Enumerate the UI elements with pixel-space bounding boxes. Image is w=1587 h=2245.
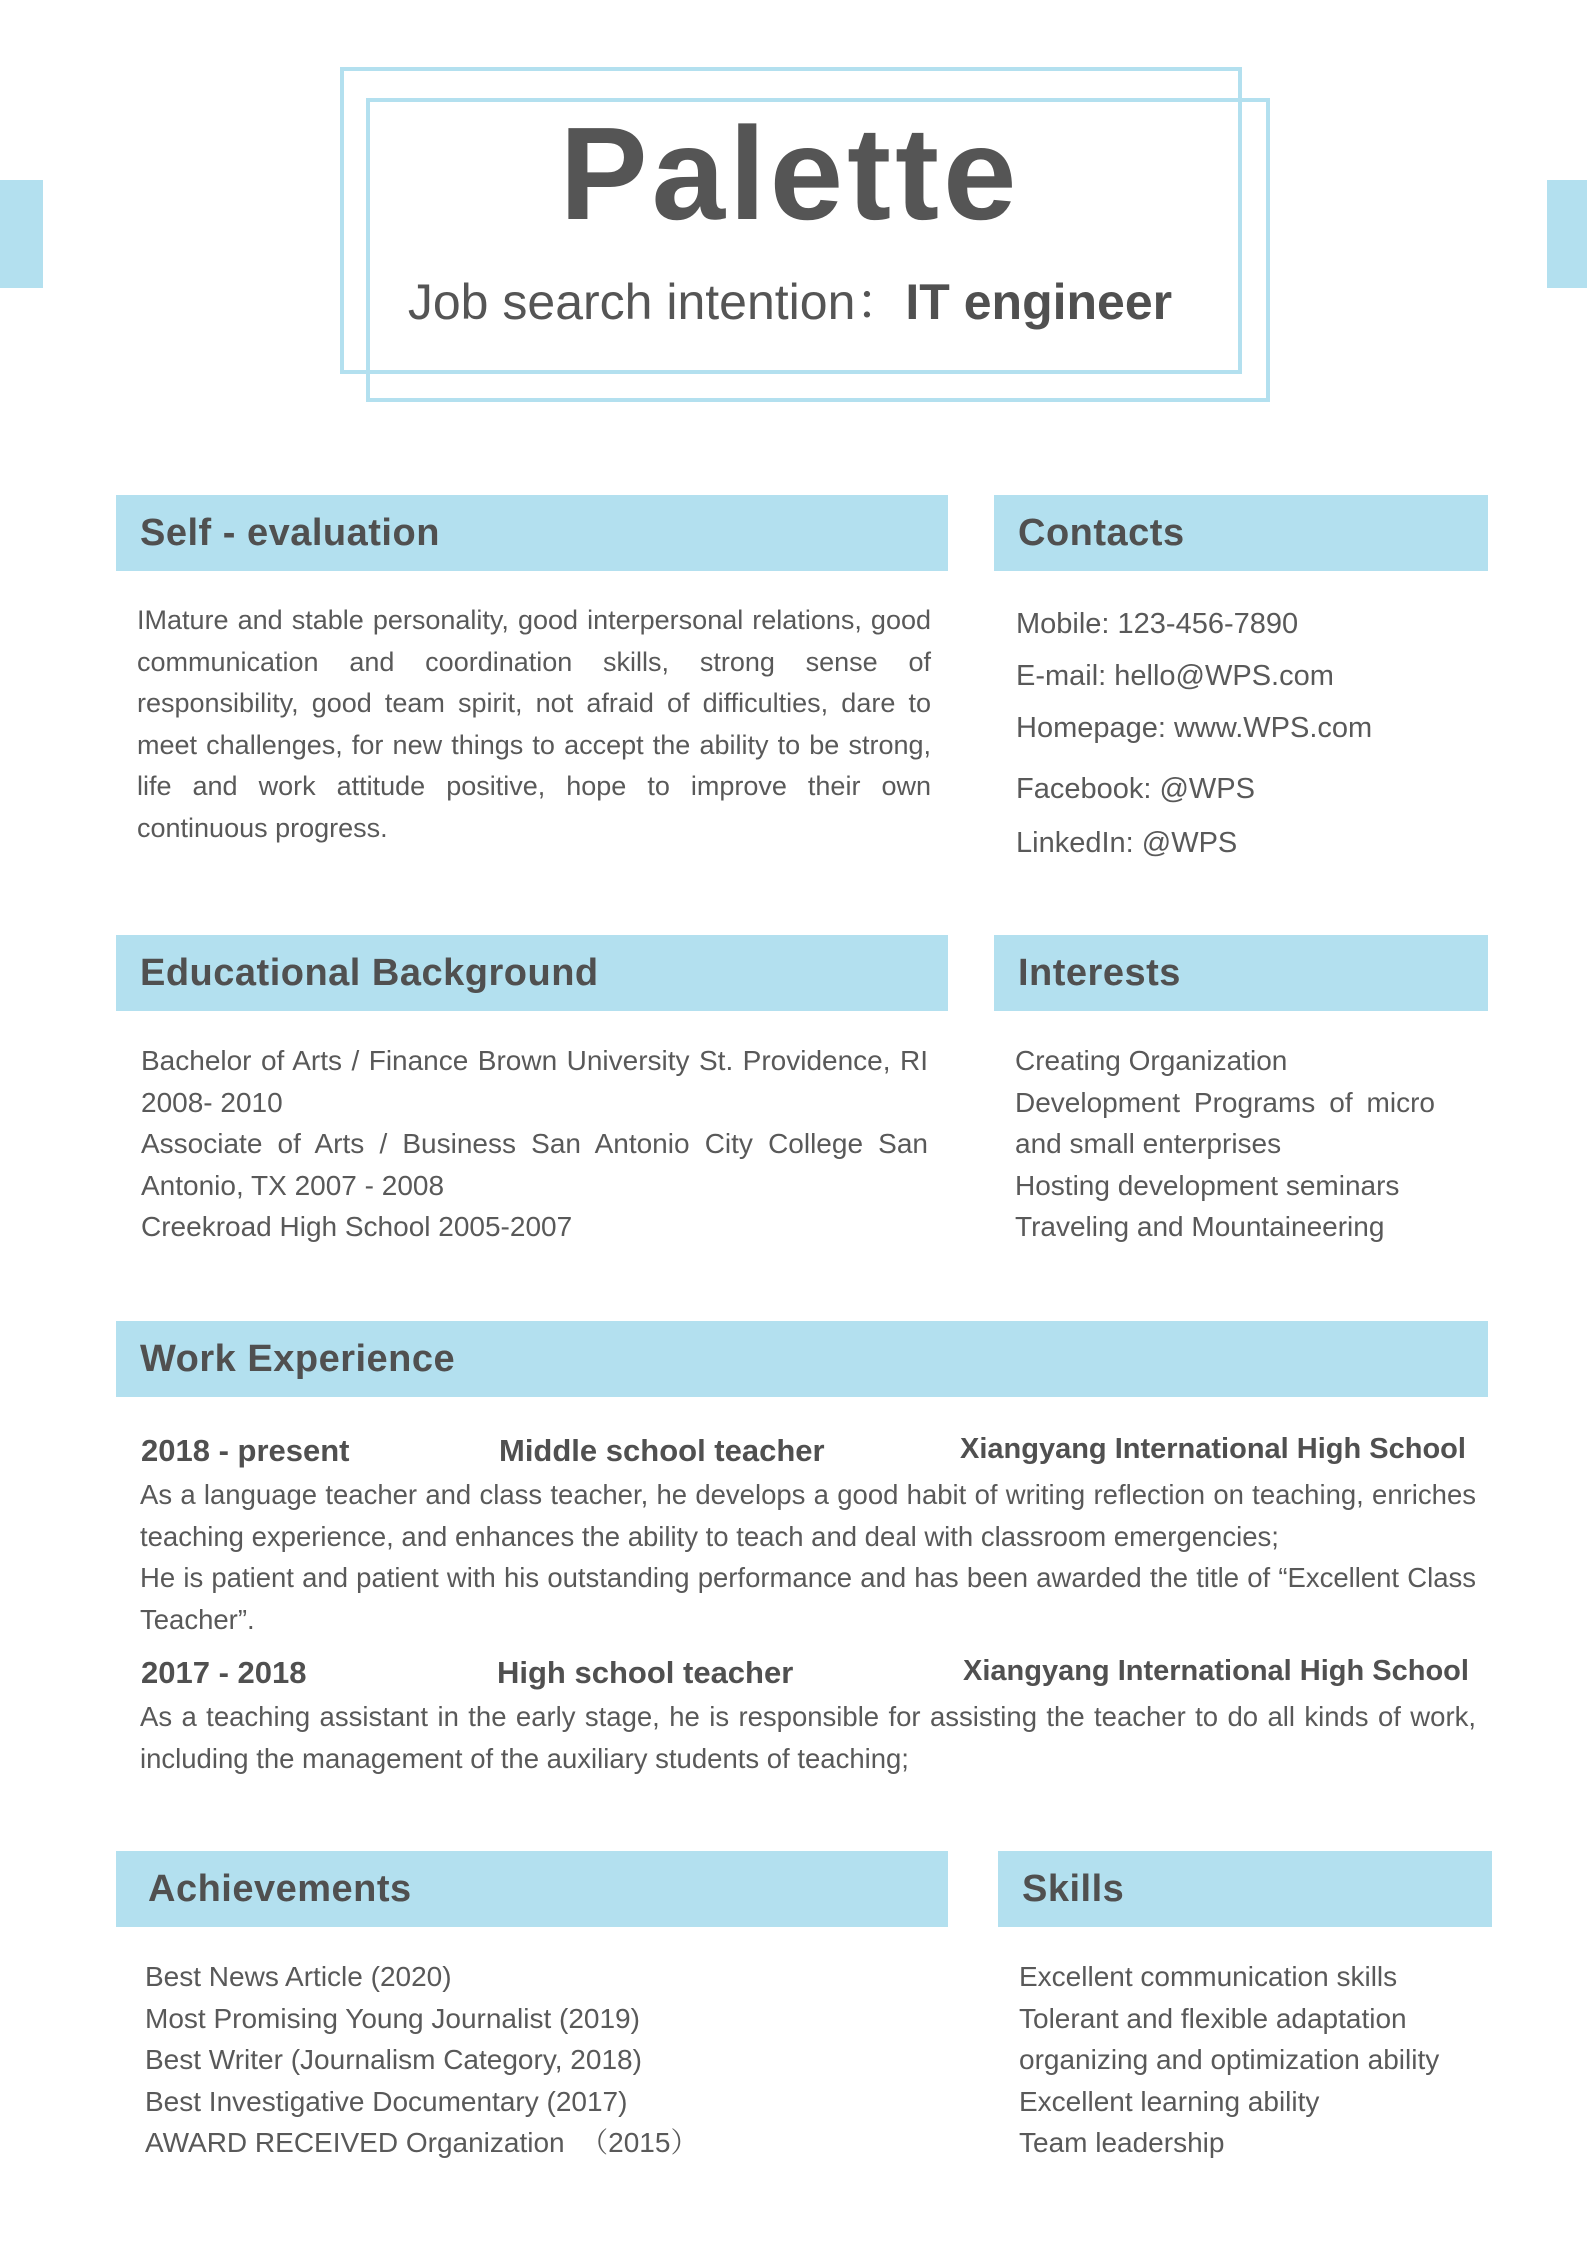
- achievement-item: AWARD RECEIVED Organization （2015）: [145, 2127, 699, 2158]
- interests-header: [994, 935, 1488, 1011]
- job-period: 2018 - present: [141, 1433, 350, 1468]
- education-title: Educational Background: [140, 951, 599, 994]
- right-side-tab: [1547, 180, 1587, 288]
- education-item: Creekroad High School 2005-2007: [141, 1211, 573, 1242]
- education-item: Bachelor of Arts / Finance Brown University St. Providence, RI 2008- 2010: [141, 1045, 928, 1118]
- skills-list: [1019, 1956, 1479, 2164]
- left-side-tab: [0, 180, 43, 288]
- job-description-line: As a language teacher and class teacher, he develops a good habit of writing reflection on teaching, enriches teaching experience, and enhances the ability to teach and deal with classroom emergencies;: [140, 1479, 1476, 1552]
- contact-linkedin: LinkedIn: @WPS: [1016, 827, 1238, 859]
- interest-item: Traveling and Mountaineering: [1015, 1211, 1385, 1242]
- job-description-line: As a teaching assistant in the early stage, he is responsible for assisting the teacher to do all kinds of work, including the management of the auxiliary students of teaching;: [140, 1701, 1476, 1774]
- self-evaluation-header: [116, 495, 948, 571]
- job-description: [140, 1696, 1476, 1779]
- interest-item: Development Programs of micro and small enterprises: [1015, 1086, 1435, 1159]
- education-header: [116, 935, 948, 1011]
- job-description-line: He is patient and patient with his outstanding performance and has been awarded the title of “Excellent Class Teacher”.: [140, 1562, 1476, 1635]
- job-intention-value: IT engineer: [905, 274, 1173, 330]
- work-experience-title: Work Experience: [140, 1337, 456, 1380]
- interest-item: Hosting development seminars: [1015, 1169, 1400, 1201]
- contacts-title: Contacts: [1018, 511, 1185, 554]
- job-period: 2017 - 2018: [141, 1655, 307, 1690]
- skills-title: Skills: [1022, 1867, 1125, 1910]
- contact-mobile: Mobile: 123-456-7890: [1016, 608, 1299, 640]
- achievement-item: Best Writer (Journalism Category, 2018): [145, 2044, 642, 2075]
- education-list: [141, 1040, 928, 1248]
- achievement-item: Most Promising Young Journalist (2019): [145, 2002, 640, 2034]
- work-experience-header: [116, 1321, 1488, 1397]
- job-intention-label: Job search intention：: [407, 274, 906, 330]
- job-organization: Xiangyang International High School: [960, 1433, 1466, 1465]
- contact-facebook: Facebook: @WPS: [1016, 773, 1255, 805]
- skills-header: [998, 1851, 1492, 1927]
- skill-item: Tolerant and flexible adaptation: [1019, 2002, 1407, 2034]
- contact-homepage: Homepage: www.WPS.com: [1016, 712, 1373, 744]
- candidate-name: Palette: [559, 100, 1021, 247]
- contact-email: E-mail: hello@WPS.com: [1016, 660, 1334, 692]
- job-role: High school teacher: [497, 1655, 794, 1690]
- education-item: Associate of Arts / Business San Antonio City College San Antonio, TX 2007 - 2008: [141, 1128, 928, 1201]
- job-description: [140, 1474, 1476, 1640]
- job-organization: Xiangyang International High School: [963, 1655, 1469, 1687]
- interests-list: [1015, 1040, 1435, 1248]
- achievement-item: Best News Article (2020): [145, 1961, 452, 1992]
- skill-item: Excellent learning ability: [1019, 2085, 1320, 2117]
- self-evaluation-text: IMature and stable personality, good interpersonal relations, good communication and coordination skills, strong sense of responsibility, good team spirit, not afraid of difficulties, dare to meet challenges, for new things to accept the ability to be strong, life and work attitude positive, hope to improve their own continuous progress.: [137, 605, 931, 843]
- achievements-list: [145, 1956, 925, 2164]
- job-role: Middle school teacher: [499, 1433, 825, 1468]
- skill-item: Excellent communication skills: [1019, 1961, 1398, 1992]
- achievements-title: Achievements: [148, 1867, 412, 1910]
- interest-item: Creating Organization: [1015, 1045, 1288, 1076]
- self-evaluation-title: Self - evaluation: [140, 511, 440, 554]
- achievement-item: Best Investigative Documentary (2017): [145, 2085, 628, 2117]
- skill-item: organizing and optimization ability: [1019, 2044, 1440, 2075]
- achievements-header: [116, 1851, 948, 1927]
- skill-item: Team leadership: [1019, 2127, 1225, 2158]
- interests-title: Interests: [1018, 951, 1181, 994]
- contacts-list: [1016, 0, 1476, 870]
